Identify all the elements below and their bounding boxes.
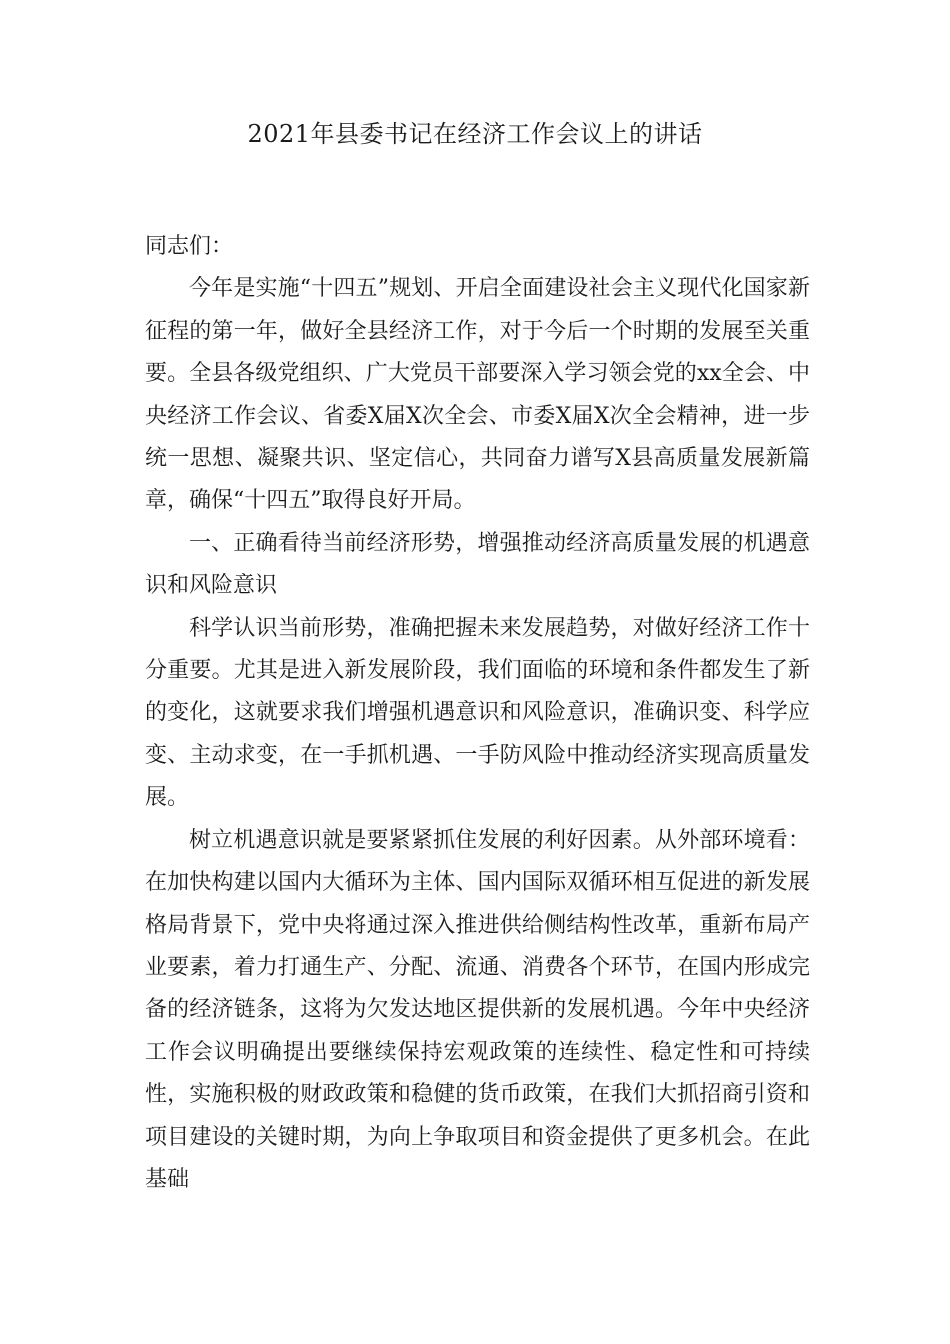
section-heading-1: 一、正确看待当前经济形势，增强推动经济高质量发展的机遇意识和风险意识 xyxy=(145,530,810,599)
paragraph-situation: 科学认识当前形势，准确把握未来发展趋势，对做好经济工作十分重要。尤其是进入新发展阶段，我们面临的环境和条件都发生了新的变化，这就要求我们增强机遇意识和风险意识，准确识变、科学应变、主动求变，在一手抓机遇、一手防风险中推动经济实现高质量发展。 xyxy=(145,615,810,811)
paragraph-opportunity: 树立机遇意识就是要紧紧抓住发展的利好因素。从外部环境看：在加快构建以国内大循环为主体、国内国际双循环相互促进的新发展格局背景下，党中央将通过深入推进供给侧结构性改革，重新布局产业要素，着力打通生产、分配、流通、消费各个环节，在国内形成完备的经济链条，这将为欠发达地区提供新的发展机遇。今年中央经济工作会议明确提出要继续保持宏观政策的连续性、稳定性和可持续性，实施积极的财政政策和稳健的货币政策，在我们大抓招商引资和项目建设的关键时期，为向上争取项目和资金提供了更多机会。在此基础 xyxy=(145,827,810,1192)
document-title: 2021年县委书记在经济工作会议上的讲话 xyxy=(247,120,703,148)
paragraph-intro: 今年是实施“十四五”规划、开启全面建设社会主义现代化国家新征程的第一年，做好全县经济工作，对于今后一个时期的发展至关重要。全县各级党组织、广大党员干部要深入学习领会党的xx全会、中央经济工作会议、省委X届X次全会、市委X届X次全会精神，进一步统一思想、凝聚共识、坚定信心，共同奋力谱写X县高质量发展新篇章，确保“十四五”取得良好开局。 xyxy=(145,276,810,514)
document-body xyxy=(145,226,810,1201)
salutation: 同志们： xyxy=(145,234,234,259)
